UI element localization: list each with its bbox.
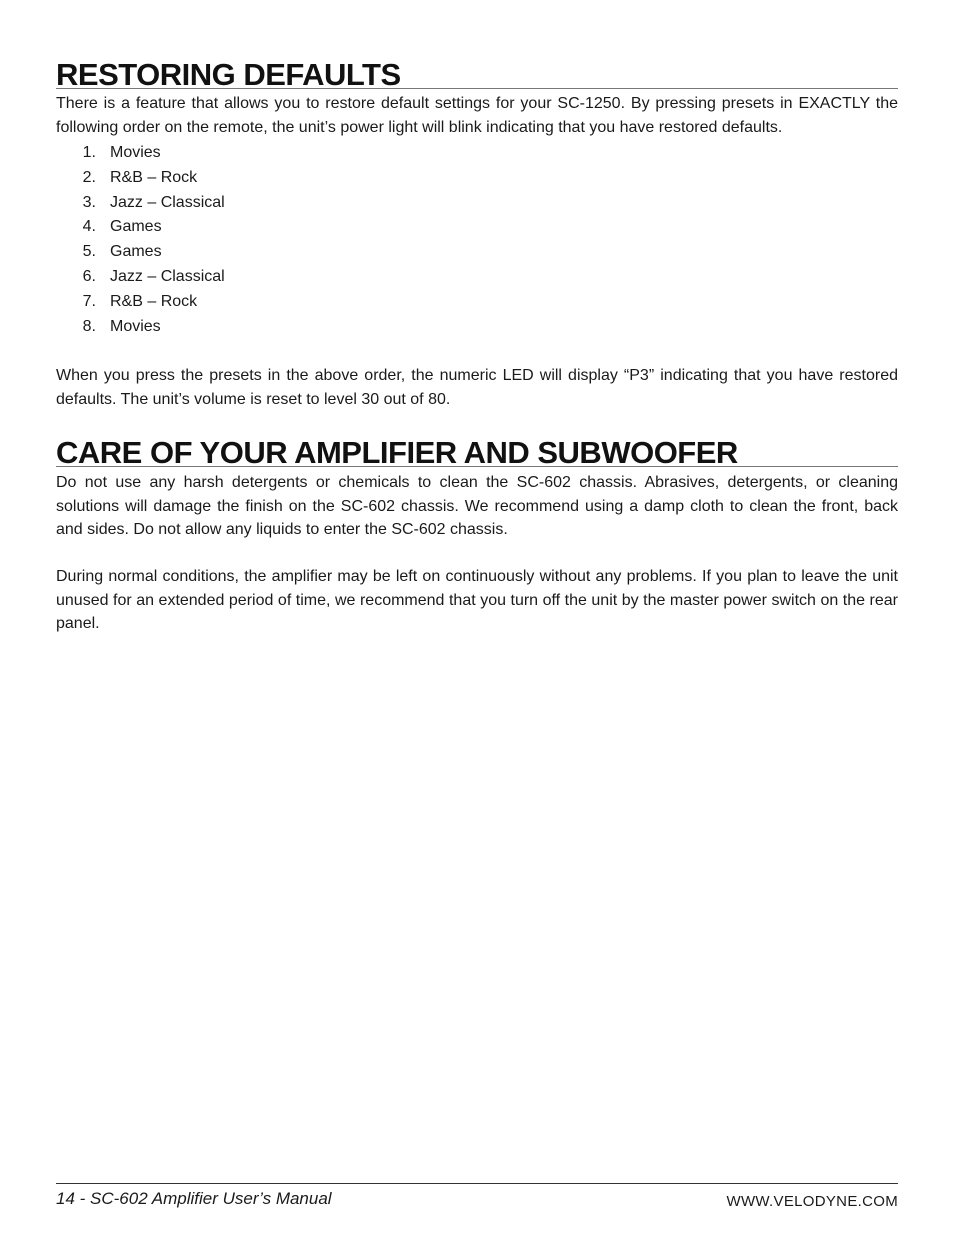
list-item [56,141,225,166]
step-label: Jazz – Classical [110,267,225,285]
step-label: R&B – Rock [110,168,198,186]
restore-intro-paragraph: There is a feature that allows you to restore default settings for your SC-1250. By pressing presets in EXACTLY the following order on the remote, the unit’s power light will blink indicating that you have restored defaults. [56,95,898,136]
care-power-paragraph: During normal conditions, the amplifier may be left on continuously without any problems. If you plan to leave the unit unused for an extended period of time, we recommend that you turn off the unit by the master power switch on the rear panel. [56,568,898,632]
step-label: R&B – Rock [110,292,198,310]
list-item [56,265,225,290]
step-number: 1. [82,144,96,161]
list-item [56,166,225,191]
step-label: Movies [110,317,161,335]
footer-page-label: 14 - SC-602 Amplifier User’s Manual [56,1189,332,1208]
step-number: 6. [82,267,96,285]
preset-steps-list [56,141,225,339]
list-item [56,240,225,265]
list-item [56,315,225,340]
step-number: 2. [82,168,96,186]
step-number: 3. [82,193,96,211]
restore-led-paragraph: When you press the presets in the above order, the numeric LED will display “P3” indicating that you have restored defaults. The unit’s volume is reset to level 30 out of 80. [56,367,898,408]
step-number: 5. [82,243,96,261]
section-title-text: CARE OF YOUR AMPLIFIER AND SUBWOOFER [56,435,738,470]
step-label: Movies [110,144,161,161]
list-item [56,215,225,240]
list-item [56,191,225,216]
section-title-restoring-defaults [56,57,898,92]
footer-website: WWW.VELODYNE.COM [726,1193,898,1210]
step-number: 4. [82,218,96,236]
care-cleaning-paragraph: Do not use any harsh detergents or chemicals to clean the SC-602 chassis. Abrasives, detergents, or cleaning solutions will damage the finish on the SC-602 chassis. We recommend using a damp cloth to clean the front, back and sides. Do not allow any liquids to enter the SC-602 chassis. [56,474,898,538]
step-label: Jazz – Classical [110,193,225,211]
footer-divider [56,1183,898,1184]
section-title-text: RESTORING DEFAULTS [56,57,401,92]
step-label: Games [110,218,162,236]
step-number: 8. [82,317,96,335]
step-label: Games [110,243,162,261]
list-item [56,290,225,315]
section-title-care [56,435,898,470]
step-number: 7. [82,292,96,310]
